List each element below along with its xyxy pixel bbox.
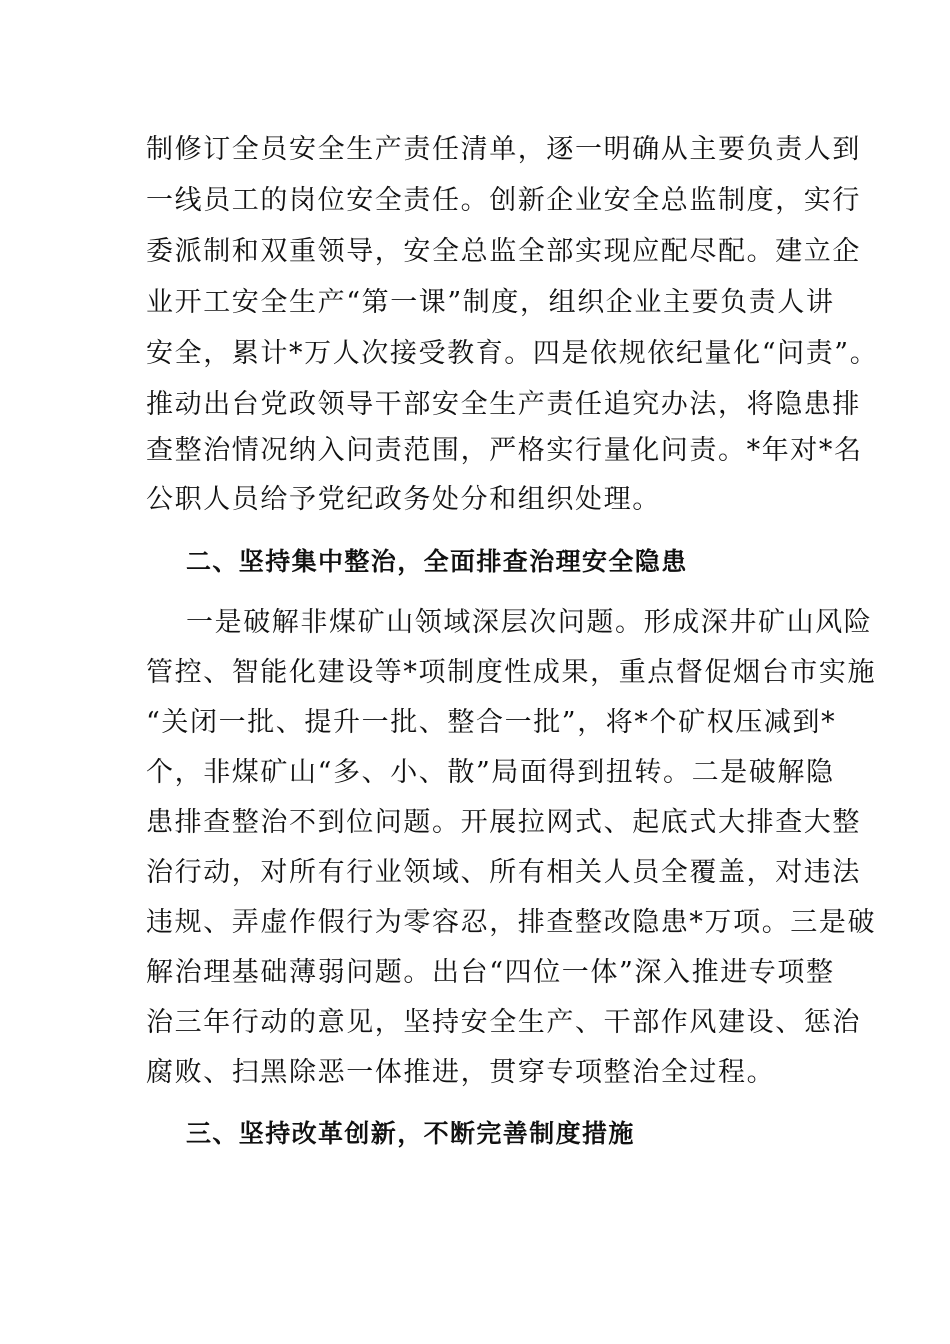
paragraph-line: 个，非煤矿山“多、小、散”局面得到扭转。二是破解隐 xyxy=(146,757,835,788)
paragraph-line: 解治理基础薄弱问题。出台“四位一体”深入推进专项整 xyxy=(146,957,835,988)
paragraph-line: 一线员工的岗位安全责任。创新企业安全总监制度，实行 xyxy=(146,185,861,216)
paragraph-line: 委派制和双重领导，安全总监全部实现应配尽配。建立企 xyxy=(146,236,861,267)
paragraph-line: 患排查整治不到位问题。开展拉网式、起底式大排查大整 xyxy=(146,807,861,838)
paragraph-line: 制修订全员安全生产责任清单，逐一明确从主要负责人到 xyxy=(146,134,861,165)
paragraph-line: 违规、弄虚作假行为零容忍，排查整改隐患*万项。三是破 xyxy=(146,907,877,938)
paragraph-line: 业开工安全生产“第一课”制度，组织企业主要负责人讲 xyxy=(146,287,835,318)
paragraph-line: 安全，累计*万人次接受教育。四是依规依纪量化“问责”。 xyxy=(146,338,879,369)
paragraph-line: 腐败、扫黑除恶一体推进，贯穿专项整治全过程。 xyxy=(146,1057,776,1088)
paragraph-line: 推动出台党政领导干部安全生产责任追究办法，将隐患排 xyxy=(146,389,861,420)
paragraph-line: 管控、智能化建设等*项制度性成果，重点督促烟台市实施 xyxy=(146,657,877,688)
paragraph-line: 一是破解非煤矿山领域深层次问题。形成深井矿山风险 xyxy=(186,607,873,638)
section-heading: 三、坚持改革创新，不断完善制度措施 xyxy=(186,1119,635,1148)
paragraph-line: 查整治情况纳入问责范围，严格实行量化问责。*年对*名 xyxy=(146,435,863,466)
section-heading: 二、坚持集中整治，全面排查治理安全隐患 xyxy=(186,547,688,576)
paragraph-line: 治行动，对所有行业领域、所有相关人员全覆盖，对违法 xyxy=(146,857,861,888)
paragraph-line: 治三年行动的意见，坚持安全生产、干部作风建设、惩治 xyxy=(146,1007,861,1038)
paragraph-line: “关闭一批、提升一批、整合一批”，将*个矿权压减到* xyxy=(146,707,837,738)
paragraph-line: 公职人员给予党纪政务处分和组织处理。 xyxy=(146,484,661,515)
